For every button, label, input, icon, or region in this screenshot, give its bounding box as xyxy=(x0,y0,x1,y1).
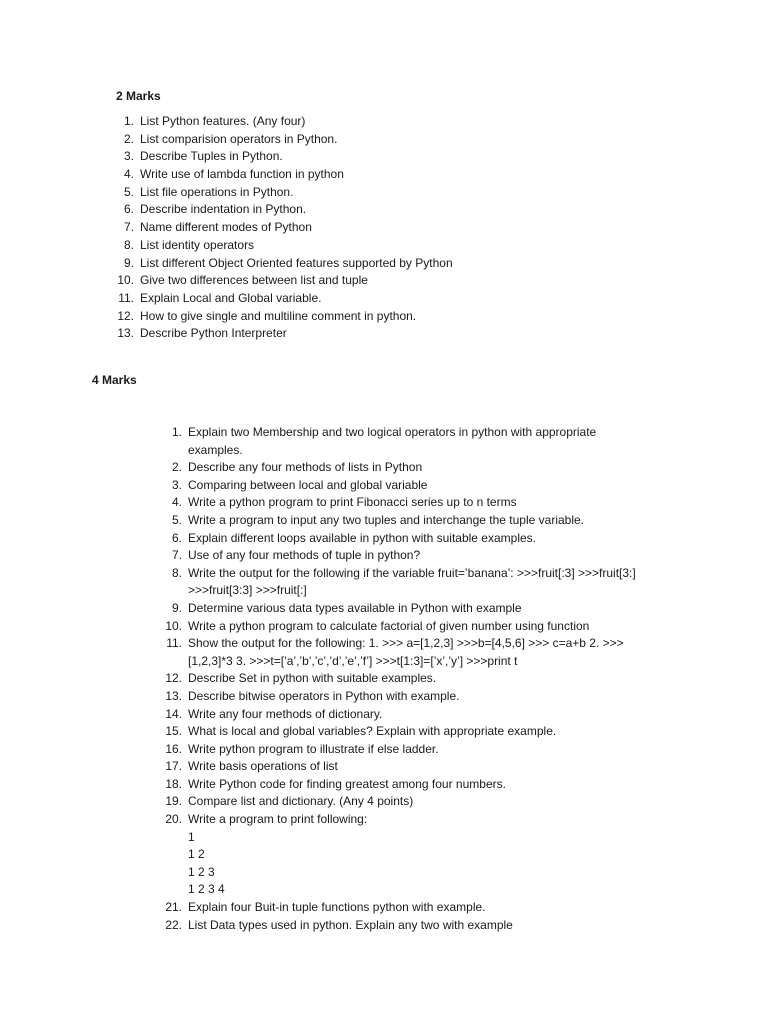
pattern-line: 1 2 3 xyxy=(188,864,215,879)
question-text: Write Python code for finding greatest among four numbers. xyxy=(188,776,506,791)
section-heading-4-marks: 4 Marks xyxy=(92,373,137,387)
question-item xyxy=(164,758,664,776)
question-number: 7. xyxy=(123,220,134,235)
question-item xyxy=(164,635,664,670)
question-number: 6. xyxy=(123,202,134,217)
question-text: Explain different loops available in python with suitable examples. xyxy=(188,530,536,545)
question-number: 19. xyxy=(165,794,182,809)
question-number: 4. xyxy=(123,167,134,182)
question-number: 1. xyxy=(123,114,134,128)
question-item xyxy=(164,899,664,917)
question-text: List comparision operators in Python. xyxy=(140,131,338,146)
question-number: 1. xyxy=(171,425,182,439)
question-item xyxy=(164,688,664,706)
question-text: List file operations in Python. xyxy=(140,184,294,199)
question-item xyxy=(112,113,672,131)
question-number: 10. xyxy=(117,273,134,288)
question-number: 4. xyxy=(171,495,182,510)
question-text: Describe Python Interpreter xyxy=(140,326,287,341)
question-text: Write use of lambda function in python xyxy=(140,167,344,182)
question-text: Write basis operations of list xyxy=(188,759,338,774)
question-item xyxy=(112,325,672,343)
question-item xyxy=(164,547,664,565)
question-number: 5. xyxy=(171,512,182,527)
question-item xyxy=(112,255,672,273)
question-text: Determine various data types available in Python with example xyxy=(188,600,522,615)
question-item xyxy=(164,723,664,741)
question-text: Name different modes of Python xyxy=(140,220,312,235)
question-item xyxy=(112,148,672,166)
question-number: 17. xyxy=(165,759,182,774)
question-item xyxy=(164,741,664,759)
question-item xyxy=(164,811,664,899)
question-number: 18. xyxy=(165,776,182,791)
question-text: Write a program to print following: xyxy=(188,812,368,827)
question-text: Write the output for the following if the variable fruit=’banana’: >>>fruit[:3] >>>fruit[3:] >>>fruit[3:3] >>>fruit[:] xyxy=(188,565,636,598)
question-text: Describe indentation in Python. xyxy=(140,202,307,217)
question-number: 12. xyxy=(117,308,134,323)
question-item xyxy=(112,308,672,326)
question-number: 20. xyxy=(165,812,182,827)
question-number: 3. xyxy=(171,477,182,492)
question-text: Describe Tuples in Python. xyxy=(140,149,283,164)
question-text: Write python program to illustrate if else ladder. xyxy=(188,741,439,756)
question-item xyxy=(112,290,672,308)
question-number: 8. xyxy=(171,565,182,580)
question-text: Describe any four methods of lists in Python xyxy=(188,460,423,475)
question-text: Give two differences between list and tuple xyxy=(140,273,368,288)
question-text: List different Object Oriented features supported by Python xyxy=(140,255,453,270)
question-number: 14. xyxy=(165,706,182,721)
question-item xyxy=(164,459,664,477)
question-text: What is local and global variables? Explain with appropriate example. xyxy=(188,724,557,739)
question-number: 22. xyxy=(165,917,182,932)
question-text: Describe Set in python with suitable examples. xyxy=(188,671,437,686)
question-text: Describe bitwise operators in Python with example. xyxy=(188,688,460,703)
question-text: List Data types used in python. Explain any two with example xyxy=(188,917,513,932)
question-number: 3. xyxy=(123,149,134,164)
section-heading-2-marks: 2 Marks xyxy=(116,89,161,103)
question-number: 11. xyxy=(118,290,134,305)
question-item xyxy=(112,237,672,255)
pattern-line: 1 2 xyxy=(188,847,205,862)
question-number: 10. xyxy=(165,618,182,633)
question-text: List identity operators xyxy=(140,237,255,252)
question-number: 9. xyxy=(171,600,182,615)
question-text: Explain two Membership and two logical operators in python with appropriate examples. xyxy=(188,425,597,457)
question-number: 11. xyxy=(166,636,182,651)
question-number: 8. xyxy=(123,237,134,252)
question-item xyxy=(112,131,672,149)
question-text: Explain Local and Global variable. xyxy=(140,290,322,305)
question-item xyxy=(164,512,664,530)
question-item xyxy=(164,494,664,512)
question-item xyxy=(112,201,672,219)
questions-list-4-marks xyxy=(164,424,664,934)
question-item xyxy=(164,793,664,811)
pattern-line: 1 2 3 4 xyxy=(188,882,225,897)
question-number: 13. xyxy=(165,688,182,703)
questions-list-2-marks xyxy=(112,113,672,343)
question-text: Show the output for the following: 1. >>> a=[1,2,3] >>>b=[4,5,6] >>> c=a+b 2. >>>[1,2,3]*3 3. >>>t=[’a’,’b’,’c’,’d’,’e’,’f’] >>>t[1:3]=[’x’,’y’] >>>print t xyxy=(188,636,624,668)
question-item xyxy=(164,477,664,495)
question-number: 7. xyxy=(171,548,182,563)
question-item xyxy=(112,219,672,237)
question-item xyxy=(112,166,672,184)
question-number: 15. xyxy=(165,724,182,739)
question-item xyxy=(164,917,664,935)
question-text: Comparing between local and global variable xyxy=(188,477,428,492)
question-text: How to give single and multiline comment in python. xyxy=(140,308,417,323)
question-number: 16. xyxy=(165,741,182,756)
question-item xyxy=(112,184,672,202)
question-item xyxy=(164,776,664,794)
question-number: 13. xyxy=(117,326,134,341)
pattern-line: 1 xyxy=(188,829,195,844)
question-item xyxy=(164,424,664,459)
question-item xyxy=(164,706,664,724)
question-item xyxy=(164,530,664,548)
question-text: Write a python program to calculate factorial of given number using function xyxy=(188,618,590,633)
question-text: Explain four Buit-in tuple functions python with example. xyxy=(188,900,486,915)
question-text: Write a python program to print Fibonacci series up to n terms xyxy=(188,495,517,510)
question-number: 6. xyxy=(171,530,182,545)
question-text: Use of any four methods of tuple in python? xyxy=(188,548,421,563)
question-number: 9. xyxy=(123,255,134,270)
question-number: 12. xyxy=(165,671,182,686)
question-item xyxy=(164,618,664,636)
question-text: Write a program to input any two tuples and interchange the tuple variable. xyxy=(188,512,585,527)
question-number: 2. xyxy=(171,460,182,475)
question-item xyxy=(164,565,664,600)
question-text: List Python features. (Any four) xyxy=(140,114,306,128)
question-item xyxy=(112,272,672,290)
question-number: 2. xyxy=(123,131,134,146)
question-number: 21. xyxy=(165,900,182,915)
question-item xyxy=(164,600,664,618)
question-number: 5. xyxy=(123,184,134,199)
question-item xyxy=(164,670,664,688)
question-text: Compare list and dictionary. (Any 4 points) xyxy=(188,794,414,809)
question-text: Write any four methods of dictionary. xyxy=(188,706,383,721)
